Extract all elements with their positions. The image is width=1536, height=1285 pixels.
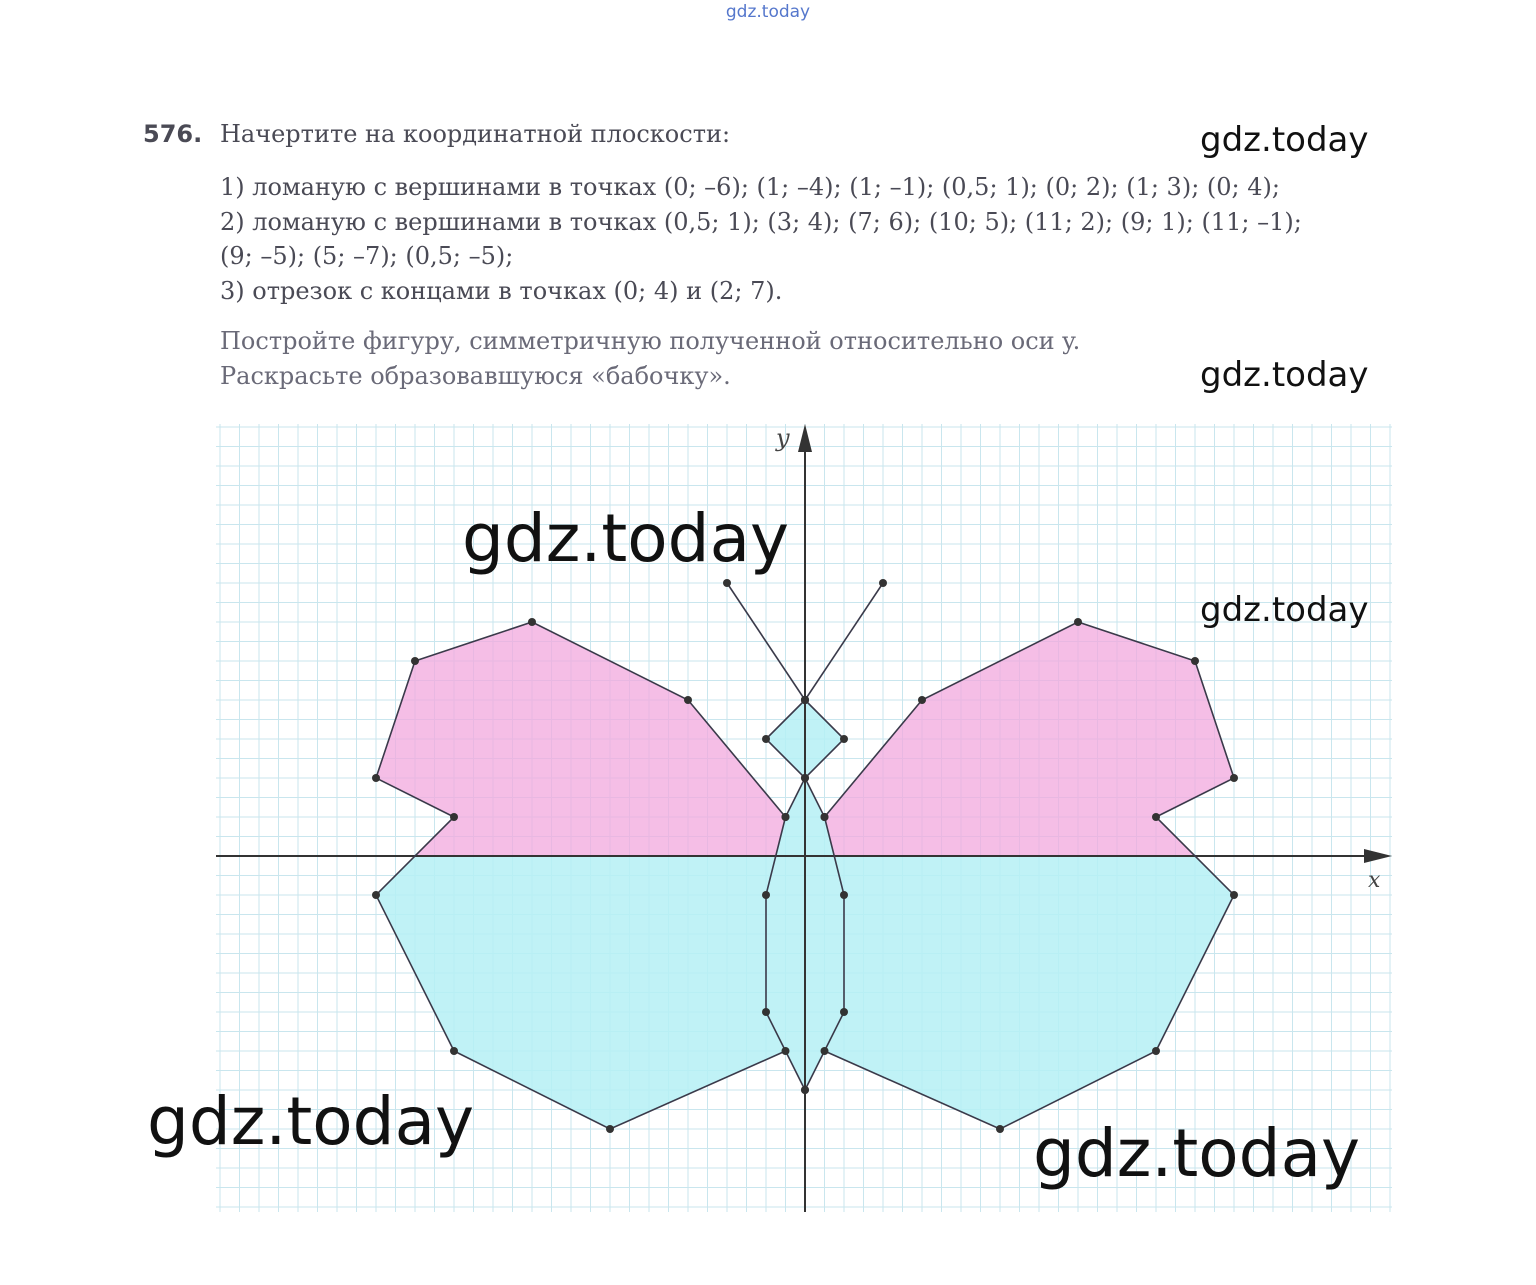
task-number: 576. (143, 120, 203, 148)
task-intro: Начертите на координатной плоскости: (220, 120, 731, 148)
vertex-point (450, 813, 458, 821)
vertex-point (762, 891, 770, 899)
y-axis-arrow (798, 424, 812, 452)
vertex-point (723, 579, 731, 587)
watermark: gdz.today (1200, 355, 1369, 395)
vertex-point (782, 1047, 790, 1055)
vertex-point (840, 735, 848, 743)
vertex-point (782, 813, 790, 821)
watermark: gdz.today (462, 500, 790, 577)
vertex-point (840, 1008, 848, 1016)
vertex-point (1191, 657, 1199, 665)
vertex-point (879, 579, 887, 587)
vertex-point (821, 813, 829, 821)
vertex-point (528, 618, 536, 626)
vertex-point (411, 657, 419, 665)
watermark: gdz.today (147, 1083, 475, 1160)
vertex-point (840, 891, 848, 899)
vertex-point (606, 1125, 614, 1133)
y-axis-label: y (776, 424, 790, 452)
vertex-point (684, 696, 692, 704)
vertex-point (372, 891, 380, 899)
vertex-point (762, 735, 770, 743)
vertex-point (801, 774, 809, 782)
vertex-point (1230, 774, 1238, 782)
vertex-point (1230, 891, 1238, 899)
x-axis-label: x (1368, 868, 1381, 893)
vertex-point (762, 1008, 770, 1016)
task-item-1: 1) ломаную с вершинами в точках (0; –6); (1; –4); (1; –1); (0,5; 1); (0; 2); (1; 3); (0; 4); (220, 173, 1280, 201)
vertex-point (1152, 813, 1160, 821)
vertex-point (801, 1086, 809, 1094)
vertex-point (1152, 1047, 1160, 1055)
task-item-2: 2) ломаную с вершинами в точках (0,5; 1); (3; 4); (7; 6); (10; 5); (11; 2); (9; 1); (11; –1); (220, 208, 1302, 236)
vertex-point (821, 1047, 829, 1055)
watermark: gdz.today (1200, 120, 1369, 160)
top-watermark: gdz.today (725, 2, 811, 22)
watermark: gdz.today (1200, 590, 1369, 630)
vertex-point (918, 696, 926, 704)
vertex-point (372, 774, 380, 782)
vertex-point (450, 1047, 458, 1055)
task-item-3: 3) отрезок с концами в точках (0; 4) и (2; 7). (220, 277, 783, 305)
instruction-color: Раскрасьте образовавшуюся «бабочку». (220, 362, 731, 390)
instruction-symmetry: Постройте фигуру, симметричную полученной относительно оси y. (220, 327, 1081, 355)
vertex-point (1074, 618, 1082, 626)
watermark: gdz.today (1033, 1115, 1361, 1192)
x-axis-arrow (1364, 849, 1392, 863)
vertex-point (996, 1125, 1004, 1133)
task-item-2-continued: (9; –5); (5; –7); (0,5; –5); (220, 242, 514, 270)
vertex-point (801, 696, 809, 704)
